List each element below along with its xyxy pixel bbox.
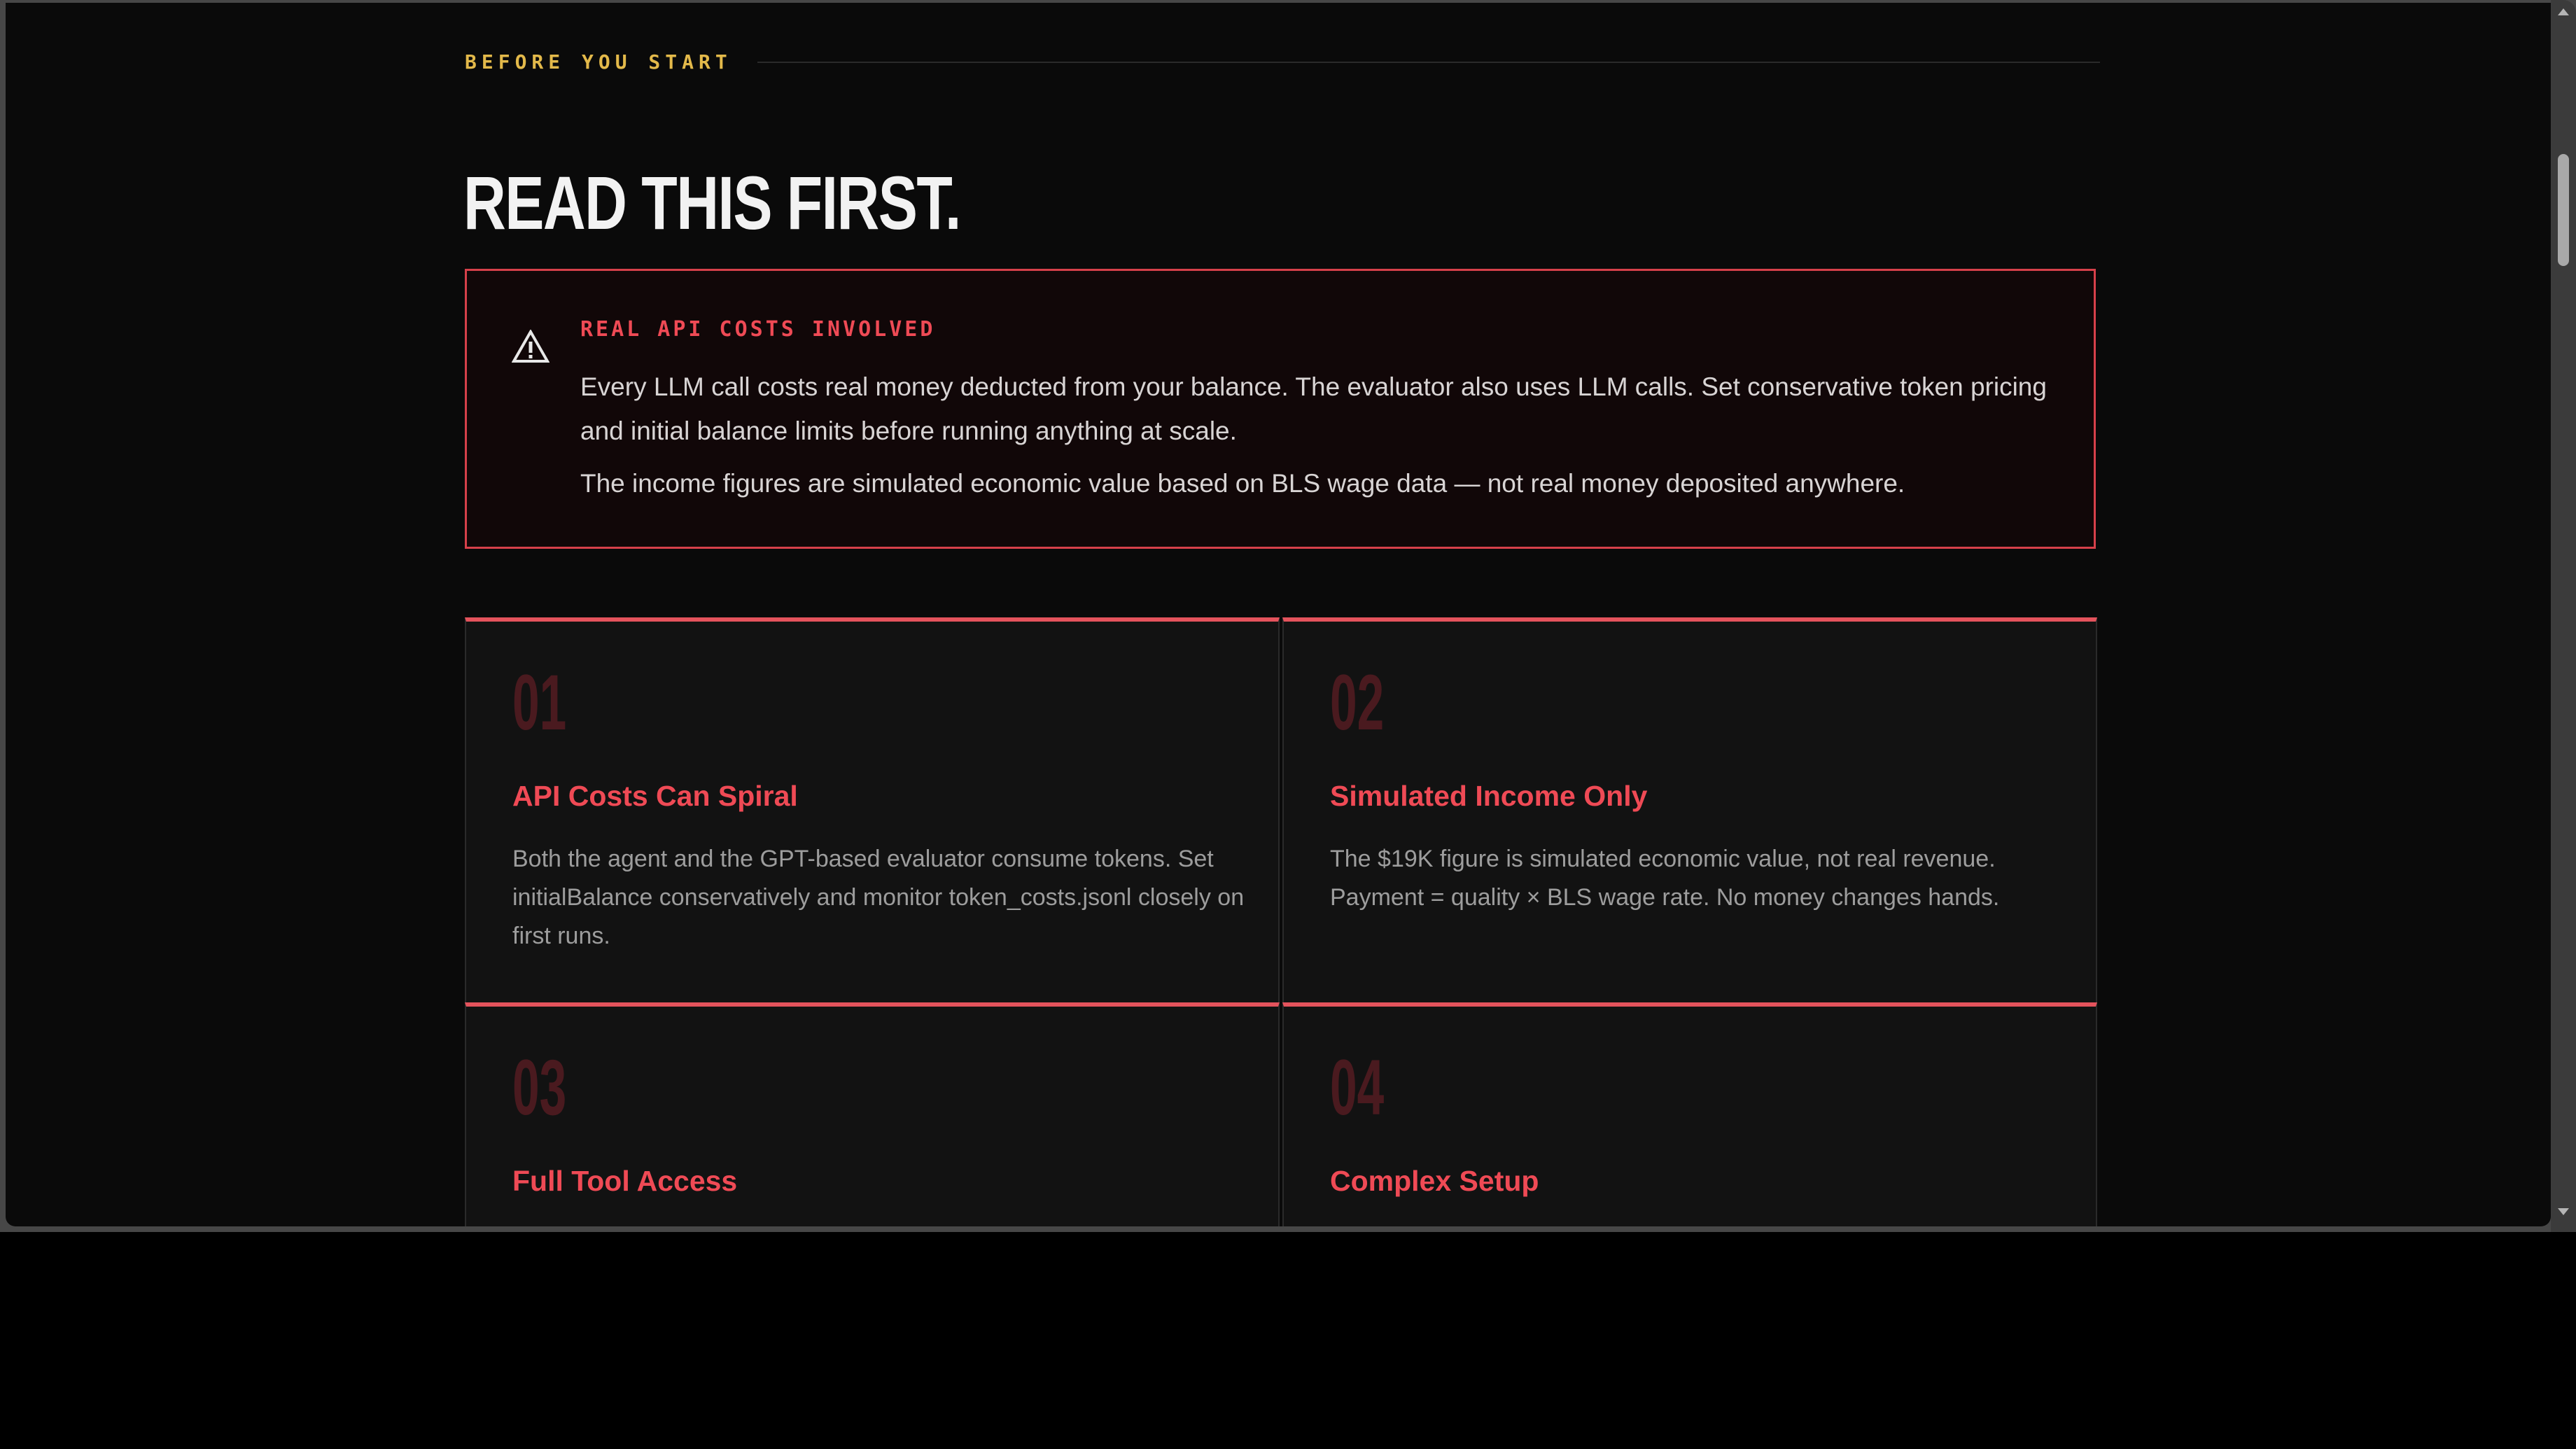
- card-number: 04: [1330, 1044, 1385, 1131]
- page-viewport: [6, 3, 2551, 1226]
- scrollbar-thumb[interactable]: [2558, 154, 2569, 266]
- caveat-card: [1282, 617, 2097, 1002]
- card-body: The $19K figure is simulated economic value, not real revenue. Payment = quality × BLS wage rate. No money changes hands.: [1330, 846, 2000, 911]
- caveat-card: [465, 1002, 1280, 1226]
- scroll-up-arrow-icon[interactable]: [2558, 8, 2569, 15]
- card-body: Both the agent and the GPT-based evaluator consume tokens. Set initialBalance conservatively and monitor token_costs.jsonl closely on first runs.: [512, 846, 1245, 949]
- card-title: Simulated Income Only: [1330, 780, 1648, 812]
- eyebrow-divider: [757, 62, 2100, 63]
- section-eyebrow: BEFORE YOU START: [465, 50, 732, 74]
- vertical-scrollbar[interactable]: [2551, 0, 2576, 1232]
- caveat-card: [465, 617, 1280, 1002]
- warning-callout: [465, 269, 2096, 549]
- card-number: 03: [512, 1044, 567, 1131]
- card-title: API Costs Can Spiral: [512, 780, 798, 812]
- card-title: Complex Setup: [1330, 1165, 1539, 1197]
- card-number: 02: [1330, 659, 1385, 746]
- warning-paragraph: The income figures are simulated economic value based on BLS wage data — not real money deposited anywhere.: [580, 469, 1905, 498]
- section-eyebrow-row: [465, 50, 2100, 74]
- card-number: 01: [512, 659, 567, 746]
- warning-triangle-icon: [512, 330, 550, 363]
- page-title: READ THIS FIRST.: [463, 160, 960, 246]
- warning-title: REAL API COSTS INVOLVED: [580, 317, 936, 342]
- caveat-card: [1282, 1002, 2097, 1226]
- warning-paragraph: Every LLM call costs real money deducted from your balance. The evaluator also uses LLM calls. Set conservative token pricing and initial balance limits before running anything at scale.: [580, 372, 2047, 445]
- scroll-down-arrow-icon[interactable]: [2558, 1208, 2569, 1215]
- card-title: Full Tool Access: [512, 1165, 738, 1197]
- caveat-cards-grid: [465, 617, 2097, 1226]
